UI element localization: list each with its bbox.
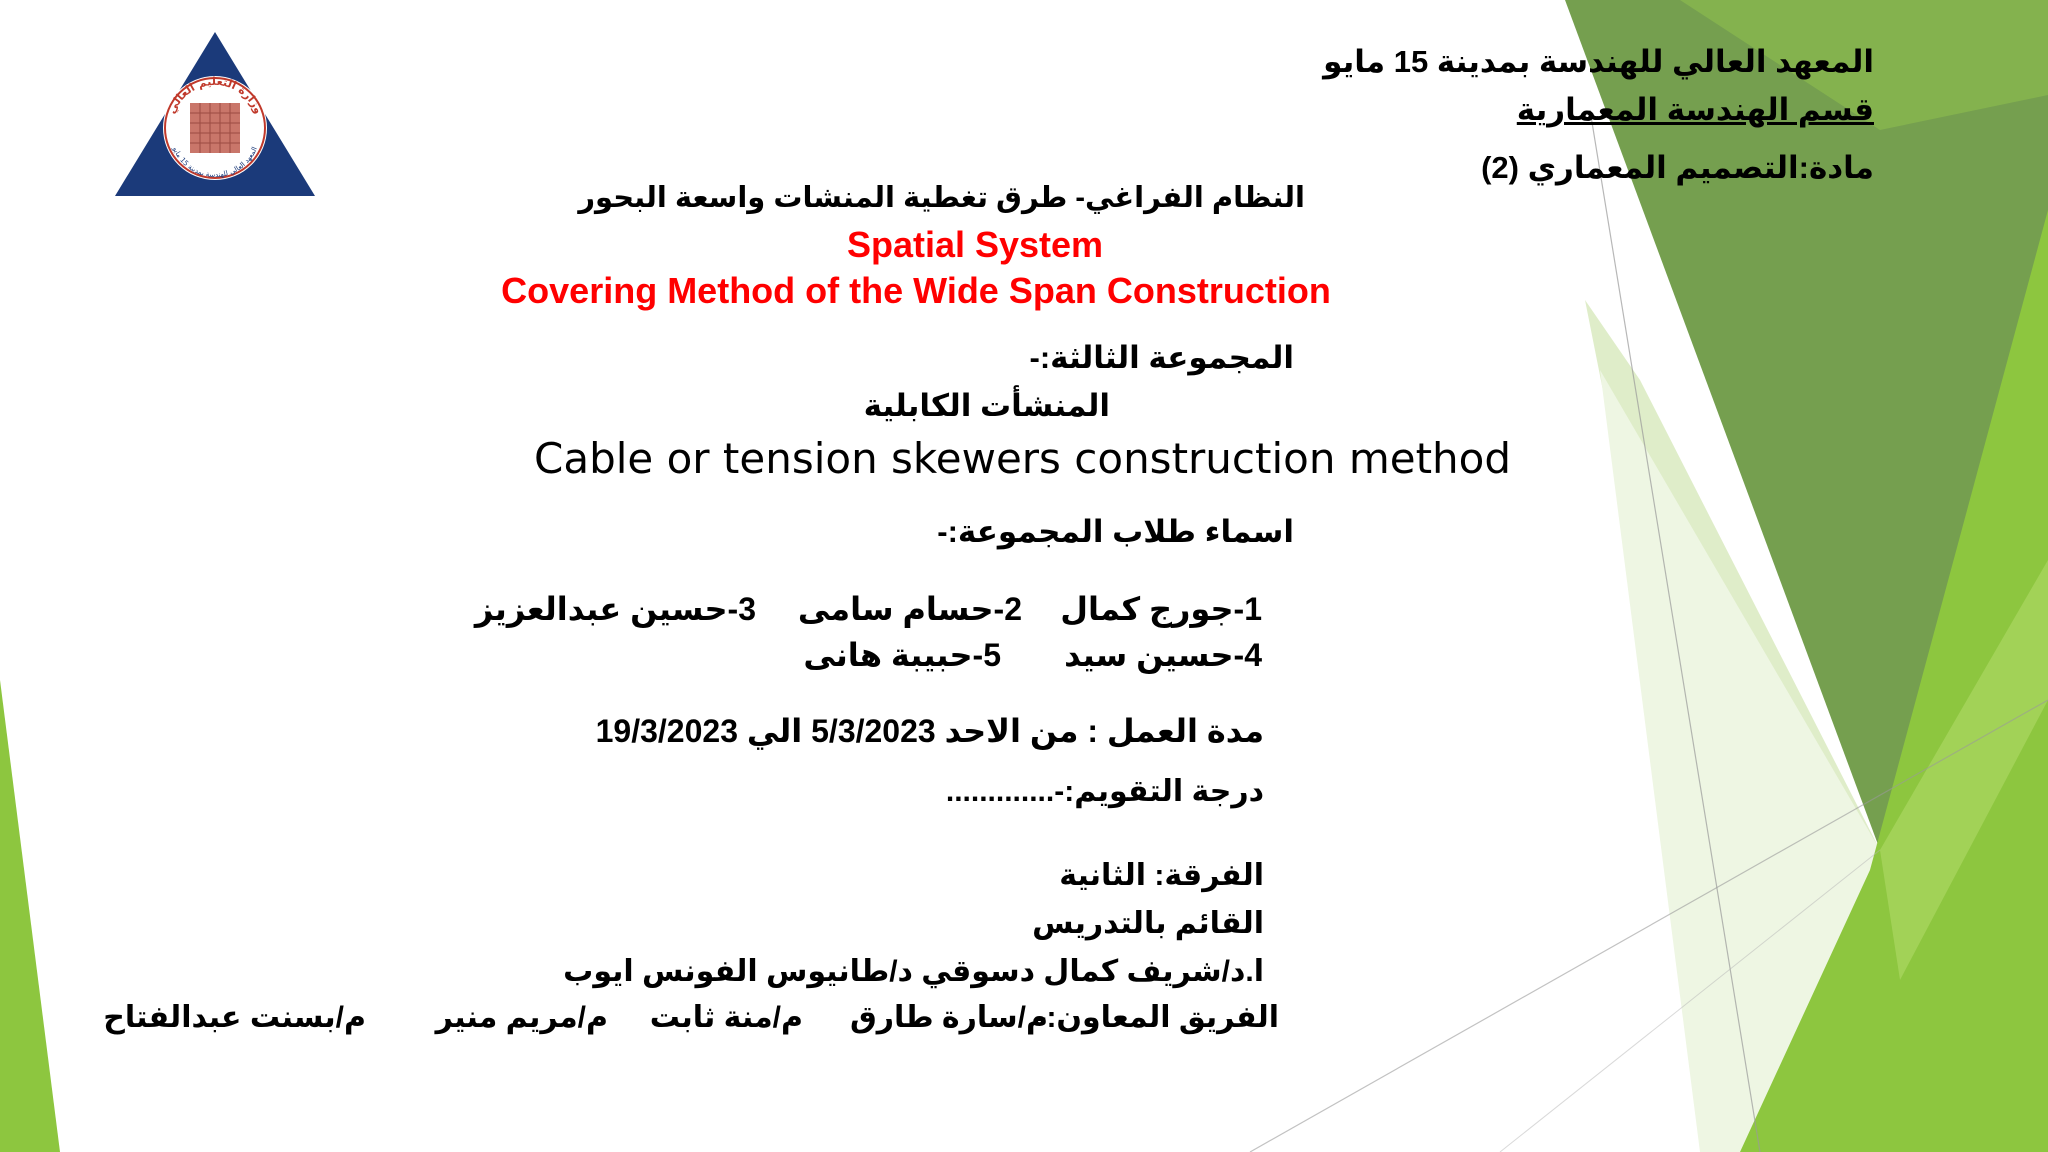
logo-text-bottom: المعهد العالي للهندسة بمدينة 15 مايو — [171, 145, 259, 180]
logo-text-top: وزارة التعليم العالي — [164, 74, 266, 116]
assistant-4: م/بسنت عبدالفتاح — [103, 1001, 366, 1034]
group-topic-english: Cable or tension skewers construction method — [534, 434, 1512, 483]
assistant-3: م/مريم منير — [435, 1001, 608, 1034]
duration-end: 19/3/2023 — [595, 713, 738, 749]
student-2: 2-حسام سامى — [797, 591, 1022, 627]
institute-name: المعهد العالي للهندسة بمدينة 15 مايو — [1323, 44, 1874, 79]
logo-emblem-square — [190, 103, 240, 153]
duration-label: مدة العمل : من الاحد — [944, 713, 1264, 749]
course-name: مادة:التصميم المعماري (2) — [1481, 150, 1874, 185]
duration-start: 5/3/2023 — [811, 713, 936, 749]
students-label: اسماء طلاب المجموعة:- — [937, 514, 1294, 549]
green-left-wedge — [0, 680, 60, 1152]
institute-logo — [110, 28, 320, 200]
grade-field: درجة التقويم:-............. — [945, 775, 1264, 808]
academic-year: الفرقة: الثانية — [1059, 859, 1264, 892]
title-english-line1: Spatial System — [846, 224, 1104, 265]
student-5: 5-حبيبة هانى — [803, 637, 1001, 673]
assistants-label: الفريق المعاون:- — [1036, 1001, 1279, 1034]
student-3: 3-حسين عبدالعزيز — [474, 591, 756, 627]
instructors-names: ا.د/شريف كمال دسوقي د/طانيوس الفونس ايوب — [563, 955, 1264, 988]
duration-connector: الي — [746, 713, 803, 749]
group-topic-arabic: المنشأت الكابلية — [863, 388, 1110, 423]
group-label: المجموعة الثالثة:- — [1029, 340, 1294, 375]
student-4: 4-حسين سيد — [1064, 637, 1262, 673]
assistant-2: م/منة ثابت — [649, 1001, 803, 1034]
student-1: 1-جورج كمال — [1060, 591, 1262, 627]
department-name: قسم الهندسة المعمارية — [1516, 92, 1874, 127]
instructors-label: القائم بالتدريس — [1032, 907, 1264, 940]
title-arabic: النظام الفراغي- طرق تغطية المنشات واسعة البحور — [578, 182, 1305, 214]
assistant-1: م/سارة طارق — [849, 1001, 1048, 1034]
duration-line — [596, 712, 1264, 750]
title-english-line2: Covering Method of the Wide Span Construction — [501, 270, 1331, 311]
